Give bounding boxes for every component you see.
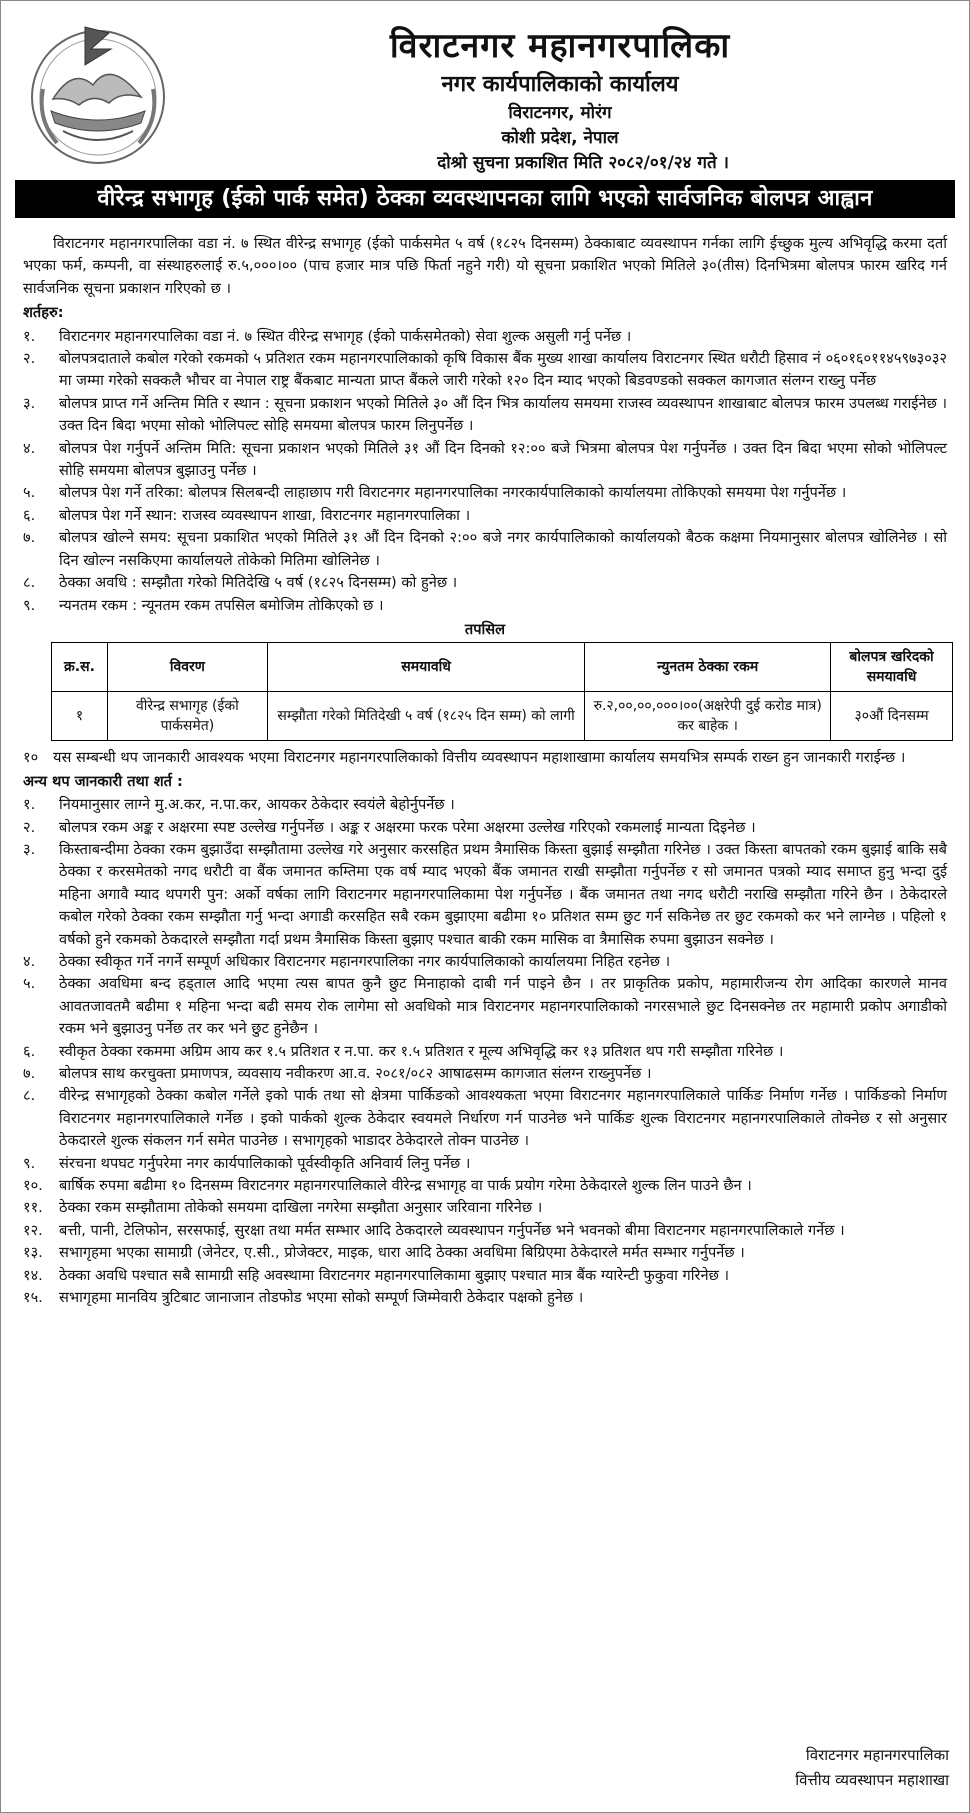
office-name: नगर कार्यपालिकाको कार्यालय bbox=[441, 72, 679, 97]
list-item bbox=[23, 482, 947, 504]
list-item bbox=[23, 1153, 947, 1175]
list-item-text: बोलपत्र पेश गर्ने स्थान: राजस्व व्यवस्थापन शाखा, विराटनगर महानगरपालिका । bbox=[59, 506, 471, 524]
list-item bbox=[23, 505, 947, 527]
list-item-number: १५. bbox=[23, 1289, 43, 1307]
schedule-header-cell: विवरण bbox=[107, 643, 267, 692]
list-item bbox=[23, 1220, 947, 1242]
list-item-number: ३. bbox=[23, 394, 36, 412]
list-item bbox=[23, 839, 947, 951]
list-item bbox=[23, 348, 947, 393]
list-item-number: ६. bbox=[23, 506, 36, 524]
list-item bbox=[23, 595, 947, 617]
list-item-text: ठेक्का रकम सम्झौतामा तोकेको समयमा दाखिला नगरेमा सम्झौता अनुसार जरिवाना गरिनेछ । bbox=[59, 1199, 543, 1217]
list-item bbox=[23, 1197, 947, 1219]
list-item-number: ८. bbox=[23, 574, 36, 592]
list-item-text: बोलपत्र रकम अङ्क र अक्षरमा स्पष्ट उल्लेख गर्नुपर्नेछ । अङ्क र अक्षरमा फरक परेमा अक्षरमा उल्लेख गरिएको रकमलाई मान्यता दिइनेछ । bbox=[59, 818, 756, 836]
list-item bbox=[23, 572, 947, 594]
note-number: १० bbox=[23, 749, 39, 767]
list-item bbox=[23, 973, 947, 1040]
list-item-number: ७. bbox=[23, 1065, 36, 1082]
list-item-text: संरचना थपघट गर्नुपरेमा नगर कार्यपालिकाको पूर्वस्वीकृति अनिवार्य लिनु पर्नेछ । bbox=[59, 1154, 471, 1172]
list-item-number: १२. bbox=[23, 1221, 43, 1239]
list-item bbox=[23, 1242, 947, 1264]
list-item bbox=[23, 1175, 947, 1197]
list-item-text: बोलपत्रदाताले कबोल गरेको रकमको ५ प्रतिशत रकम महानगरपालिकाको कृषि विकास बैंक मुख्य शाखा कार्यालय विराटनगर स्थित धरौटी हिसाव नं ०६०१६०११४५९७३०३२ मा जम्मा गरेको सक्कलै भौचर वा नेपाल राष्ट्र बैंकबाट मान्यता प्राप्त बैंकले जारी गरेको १२० दिन म्याद भएको बिडवण्डको सक्कल कागजात संलग्न राख्नु पर्नेछ bbox=[59, 350, 947, 390]
list-item-number: १. bbox=[23, 796, 36, 814]
list-item-text: बोलपत्र पेश गर्नुपर्ने अन्तिम मिति: सूचना प्रकाशन भएको मितिले ३१ औं दिन दिनको १२:०० बजे भित्रमा बोलपत्र पेश गर्नुपर्नेछ । उक्त दिन बिदा भएमा सोको भोलिपल्ट सोहि समयमा बोलपत्र बुझाउनु पर्नेछ । bbox=[59, 439, 947, 480]
conditions-heading: शर्तहरु: bbox=[23, 304, 64, 322]
list-item-number: ११. bbox=[23, 1199, 43, 1217]
schedule-header-cell: न्युनतम ठेक्का रकम bbox=[585, 643, 831, 692]
table-cell: रु.२,००,००,०००।००(अक्षरेपी दुई करोड मात्र) कर बाहेक । bbox=[585, 692, 831, 741]
note-10 bbox=[23, 747, 947, 769]
list-item-text: सभागृहमा मानविय त्रुटिबाट जानाजान तोडफोड भएमा सोको सम्पूर्ण जिम्मेवारी ठेकेदार पक्षको हुनेछ । bbox=[59, 1289, 584, 1307]
list-item bbox=[23, 1063, 947, 1085]
schedule-table bbox=[51, 642, 953, 741]
list-item-text: ठेक्का अवधिमा बन्द हड्ताल आदि भएमा त्यस बापत कुनै छुट मिनाहाको दाबी गर्न पाइने छैन । तर प्राकृतिक प्रकोप, महामारीजन्य रोग आदिका कारणले मानव आवतजावतमै बढीमा १ महिना भन्दा बढी समय रोक लागेमा सो अवधिको मात्र विराटनगर महानगरपालिकाको नगरसभाले छुट दिनसक्नेछ तर महामारी प्रकोप अगाडीको रकम भने बुझाउनु पर्नेछ तर कर भने छुट हुनेछैन । bbox=[59, 975, 947, 1038]
list-item-text: विराटनगर महानगरपालिका वडा नं. ७ स्थित वीरेन्द्र सभागृह (ईको पार्कसमेतको) सेवा शुल्क असुली गर्नु पर्नेछ । bbox=[59, 327, 632, 345]
other-terms-heading: अन्य थप जानकारी तथा शर्त : bbox=[23, 772, 183, 790]
masthead bbox=[181, 23, 939, 175]
list-item-number: ९. bbox=[23, 1154, 36, 1172]
list-item-number: ४. bbox=[23, 952, 36, 970]
list-item-text: ठेक्का अवधि : सम्झौता गरेको मितिदेखि ५ वर्ष (१८२५ दिनसम्म) को हुनेछ । bbox=[59, 574, 458, 592]
list-item-number: ६. bbox=[23, 1042, 36, 1060]
schedule-header-cell: बोलपत्र खरिदको समयावधि bbox=[831, 643, 953, 692]
list-item bbox=[23, 1287, 947, 1309]
office-location: विराटनगर, मोरंग bbox=[508, 103, 612, 123]
list-item bbox=[23, 817, 947, 839]
list-item-number: ८. bbox=[23, 1087, 36, 1105]
list-item-text: स्वीकृत ठेक्का रकममा अग्रिम आय कर १.५ प्रतिशत र न.पा. कर १.५ प्रतिशत र मूल्य अभिवृद्धि कर १३ प्रतिशत थप गरी सम्झौता गरिनेछ । bbox=[59, 1042, 784, 1060]
signature-municipality: विराटनगर महानगरपालिका bbox=[805, 1746, 949, 1764]
signature-block bbox=[795, 1743, 949, 1793]
list-item bbox=[23, 527, 947, 572]
list-item-text: न्यनतम रकम : न्यूनतम रकम तपसिल बमोजिम तोकिएको छ । bbox=[59, 596, 384, 614]
notice-title-banner: वीरेन्द्र सभागृह (ईको पार्क समेत) ठेक्का व्यवस्थापनका लागि भएको सार्वजनिक बोलपत्र आह्वान bbox=[15, 180, 955, 218]
government-emblem-icon bbox=[23, 19, 173, 171]
list-item-text: किस्ताबन्दीमा ठेक्का रकम बुझाउँदा सम्झौतामा उल्लेख गरे अनुसार करसहित प्रथम त्रैमासिक किस्ता बुझाई सम्झौता गरिनेछ । उक्त किस्ता बापतको रकम बुझाई बाकि सबै ठेक्का र करसमेतको नगद धरौटी वा बैंक जमानत कम्तिमा एक वर्ष म्याद भएको बैंक जमानत राखी सम्झौता गर्नुपर्नेछ र सो जमानत पत्रको म्याद समाप्त हुनु भन्दा दुई महिना अगावै म्याद थपगरी पुन: अर्को वर्षका लागि विराटनगर महानगरपालिकामा पेश गर्नुपर्नेछ । बैंक जमानत तथा नगद धरौटी नराखि सम्झौता गरिने छैन । ठेकेदारले कबोल गरेको ठेक्का रकम सम्झौता गर्नु भन्दा अगाडी करसहित सबै रकम बुझाएमा बढीमा १० प्रतिशत सम्म छुट गर्न सकिनेछ तर छुट रकमको कर भने लाग्नेछ । पहिलो १ वर्षको हुने रकमको ठेकदारले सम्झौता गर्दा प्रथम त्रैमासिक किस्ता बुझाए पश्चात बाकी रकम मासिक वा त्रैमासिक रुपमा बुझाउन सक्नेछ । bbox=[59, 840, 947, 948]
list-item-number: ५. bbox=[23, 484, 36, 502]
schedule-title: तपसिल bbox=[464, 620, 506, 638]
list-item-number: २. bbox=[23, 818, 36, 836]
intro-paragraph: विराटनगर महानगरपालिका वडा नं. ७ स्थित वीरेन्द्र सभागृह (ईको पार्कसमेत ५ वर्ष (१८२५ दिनसम्म) ठेक्काबाट व्यवस्थापन गर्नका लागि ईच्छुक मुल्य अभिवृद्धि करमा दर्ता भएका फर्म, कम्पनी, वा संस्थाहरुलाई रु.५,०००।०० (पाच हजार मात्र पछि फिर्ता नहुने गरी) यो सूचना प्रकाशित भएको मितिले ३०(तीस) दिनभित्रमा बोलपत्र फारम खरिद गर्न सार्वजनिक सूचना प्रकाशन गरिएको छ । bbox=[23, 235, 947, 297]
schedule-header-cell: समयावधि bbox=[267, 643, 585, 692]
list-item-text: बोलपत्र साथ करचुक्ता प्रमाणपत्र, व्यवसाय नवीकरण आ.व. २०८१/०८२ आषाढसम्म कागजात संलग्न राख्नुपर्नेछ । bbox=[59, 1065, 652, 1082]
notice-body bbox=[23, 233, 947, 1309]
list-item-text: बत्ती, पानी, टेलिफोन, सरसफाई, सुरक्षा तथा मर्मत सम्भार आदि ठेकदारले व्यवस्थापन गर्नुपर्नेछ भने भवनको बीमा विराटनगर महानगरपालिकाले गर्नेछ । bbox=[59, 1221, 845, 1239]
list-item-number: २. bbox=[23, 350, 36, 368]
list-item-number: ४. bbox=[23, 439, 36, 457]
list-item bbox=[23, 951, 947, 973]
list-item-text: नियमानुसार लाग्ने मु.अ.कर, न.पा.कर, आयकर ठेकेदार स्वयंले बेहोर्नुपर्नेछ । bbox=[59, 796, 455, 814]
table-row bbox=[52, 692, 953, 741]
list-item-text: वीरेन्द्र सभागृहको ठेक्का कबोल गर्नेले इको पार्क तथा सो क्षेत्रमा पार्किङको आवश्यकता भएमा विराटनगर महानगरपालिकाले पार्किङ निर्माण गर्नेछ । पार्किङको निर्माण विराटनगर महानगरपालिकाले गर्नेछ । इको पार्कको शुल्क ठेकेदार स्वयमले निर्धारण गर्न पाउनेछ भने पार्किङ शुल्क विराटनगर महानगरपालिकाले तोक्नेछ र सो अनुसार ठेकदारले शुल्क संकलन गर्न समेत पाउनेछ । सभागृहको भाडादर ठेकेदारले तोक्न पाउनेछ । bbox=[59, 1087, 947, 1150]
list-item-text: बार्षिक रुपमा बढीमा १० दिनसम्म विराटनगर महानगरपालिकाले वीरेन्द्र सभागृह वा पार्क प्रयोग गरेमा ठेकेदारले शुल्क लिन पाउने छैन । bbox=[59, 1177, 752, 1195]
list-item-number: ५. bbox=[23, 975, 36, 993]
list-item-number: ७. bbox=[23, 529, 36, 547]
publication-date: दोश्रो सुचना प्रकाशित मिति २०८२/०१/२४ गते । bbox=[437, 153, 729, 173]
list-item-text: ठेक्का अवधि पश्चात सबै सामाग्री सहि अवस्थामा विराटनगर महानगरपालिकामा बुझाए पश्चात मात्र बैंक ग्यारेन्टी फुकुवा गरिनेछ । bbox=[59, 1266, 729, 1284]
conditions-list bbox=[23, 326, 947, 617]
list-item bbox=[23, 1085, 947, 1152]
schedule-header-cell: क्र.स. bbox=[52, 643, 108, 692]
note-text: यस सम्बन्धी थप जानकारी आवश्यक भएमा विराटनगर महानगरपालिकाको वित्तीय व्यवस्थापन महाशाखामा कार्यालय समयभित्र सम्पर्क राख्न हुन जानकारी गराईन्छ । bbox=[53, 749, 906, 767]
list-item bbox=[23, 794, 947, 816]
list-item bbox=[23, 326, 947, 348]
list-item-number: १३. bbox=[23, 1244, 43, 1262]
province-line: कोशी प्रदेश, नेपाल bbox=[501, 128, 619, 148]
table-cell: १ bbox=[52, 692, 108, 741]
list-item-text: ठेक्का स्वीकृत गर्ने नगर्ने सम्पूर्ण अधिकार विराटनगर महानगरपालिका नगर कार्यपालिकाको कार्यालयमा निहित रहनेछ । bbox=[59, 952, 671, 970]
list-item bbox=[23, 438, 947, 483]
list-item bbox=[23, 1041, 947, 1063]
other-terms-list bbox=[23, 794, 947, 1309]
list-item-number: १. bbox=[23, 327, 36, 345]
list-item-number: ९. bbox=[23, 596, 36, 614]
list-item-number: ३. bbox=[23, 840, 36, 858]
table-cell: ३०औं दिनसम्म bbox=[831, 692, 953, 741]
list-item bbox=[23, 1265, 947, 1287]
list-item-number: १४. bbox=[23, 1266, 43, 1284]
list-item-text: सभागृहमा भएका सामाग्री (जेनेटर, ए.सी., प्रोजेक्टर, माइक, धारा आदि ठेक्का अवधिमा बिग्रिएमा ठेकेदारले मर्मत सम्भार गर्नुपर्नेछ । bbox=[59, 1244, 745, 1262]
schedule-header-row bbox=[52, 643, 953, 692]
signature-division: वित्तीय व्यवस्थापन महाशाखा bbox=[795, 1771, 949, 1789]
list-item-text: बोलपत्र प्राप्त गर्ने अन्तिम मिति र स्थान : सूचना प्रकाशन भएको मितिले ३० औं दिन भित्र कार्यालय समयमा राजस्व व्यवस्थापन शाखाबाट बोलपत्र फारम उपलब्ध गराईनेछ । उक्त दिन बिदा भएमा सोको भोलिपल्ट सोहि समयमा बोलपत्र फारम लिनुपर्नेछ । bbox=[59, 394, 947, 435]
list-item bbox=[23, 393, 947, 438]
municipality-title: विराटनगर महानगरपालिका bbox=[389, 26, 731, 66]
list-item-text: बोलपत्र खोल्ने समय: सूचना प्रकाशित भएको मितिले ३१ औं दिन दिनको २:०० बजे नगर कार्यपालिकाको कार्यालयको बैठक कक्षमा नियमानुसार बोलपत्र खोलिनेछ । सो दिन खोल्न नसकिएमा कार्यालयले तोकेको मितिमा खोलिनेछ । bbox=[59, 529, 947, 569]
table-cell: वीरेन्द्र सभागृह (ईको पार्कसमेत) bbox=[107, 692, 267, 741]
table-cell: सम्झौता गरेको मितिदेखी ५ वर्ष (१८२५ दिन सम्म) को लागी bbox=[267, 692, 585, 741]
list-item-number: १०. bbox=[23, 1177, 43, 1195]
list-item-text: बोलपत्र पेश गर्ने तरिका: बोलपत्र सिलबन्दी लाहाछाप गरी विराटनगर महानगरपालिका नगरकार्यपालिकाको कार्यालयमा तोकिएको समयमा पेश गर्नुपर्नेछ । bbox=[59, 484, 847, 502]
